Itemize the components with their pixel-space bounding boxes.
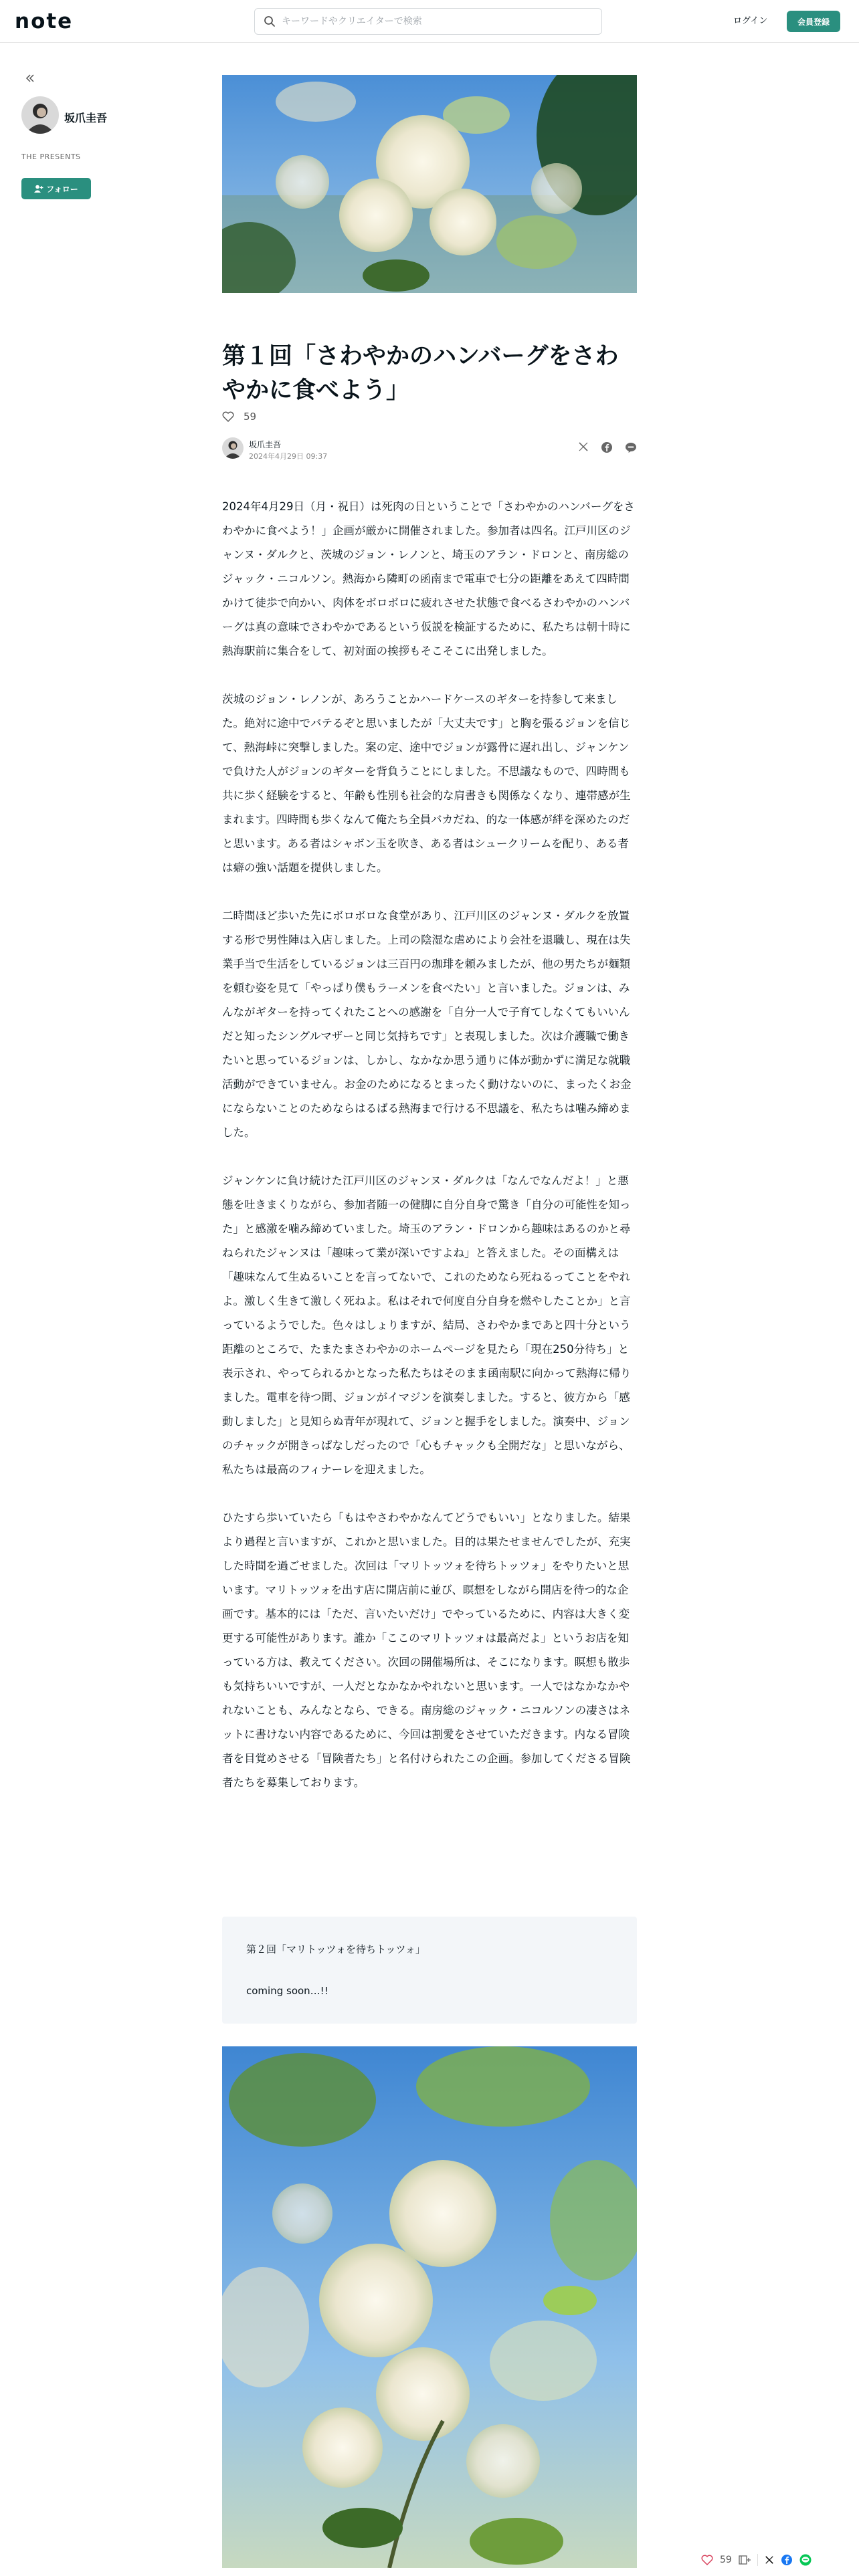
double-chevron-left-icon[interactable]	[24, 72, 36, 84]
article-photo	[222, 2046, 637, 2568]
login-link[interactable]: ログイン	[733, 16, 768, 26]
paragraph-2: 茨城のジョン・レノンが、あろうことかハードケースのギターを持参して来ました。絶対に途中でバテるぞと思いましたが「大丈夫です」と胸を張るジョンを信じて、熱海峠に突撃しました。案の定、途中でジョンが露骨に遅れ出し、ジャンケンで負けた人がジョンのギターを背負うことにしました。不思議なもので、四時間も共に歩く経験をすると、年齢も性別も社会的な肩書きも関係なくなり、連帯感が生まれます。四時間も歩くなんて俺たち全員バカだね、的な一体感が絆を深めたのだと思います。ある者はシャボン玉を吹き、ある者はシュークリームを配り、ある者は癖の強い話題を提供しました。	[222, 693, 631, 874]
article-title: 第１回「さわやかのハンバーグをさわやかに食べよう」	[222, 343, 619, 404]
hero-image	[222, 75, 637, 293]
paragraph-4: ジャンケンに負け続けた江戸川区のジャンヌ・ダルクは「なんでなんだよ！」と悪態を吐きまくりながら、参加者随一の健脚に自分自身で驚き「自分の可能性を知った」と感激を噛み締めていました。埼玉のアラン・ドロンから趣味はあるのかと尋ねられたジャンヌは「趣味って業が深いですよね」と答えました。その面構えは「趣味なんて生ぬるいことを言ってないで、これのためなら死ねるってことをやれよ。激しく生きて激しく死ねよ。私はそれで何度自分自身を燃やしたことか」と言っているようでした。色々はしょりますが、結局、さわやかまであと四十分という距離のところで、たまたまさわやかのホームページを見たら「現在250分待ち」と表示され、やってられるかとなった私たちはそのまま函南駅に向かって熱海に帰りました。電車を待つ間、ジョンがイマジンを演奏しました。すると、彼方から「感動しました」と見知らぬ青年が現れて、ジョンと握手をしました。演奏中、ジョンのチャックが開きっぱなしだったので「心もチャックも全開だな」と思いながら、私たちは最高のフィナーレを迎えました。	[222, 1174, 632, 1476]
quote-box	[222, 1917, 637, 2024]
like-count[interactable]: 59	[244, 411, 257, 423]
quote-line-2: coming soon…!!	[246, 1985, 328, 1997]
author-avatar[interactable]	[21, 96, 59, 134]
follow-button[interactable]	[21, 178, 91, 199]
search-icon	[263, 15, 276, 28]
note-logo[interactable]: note	[15, 9, 74, 33]
divider	[757, 2554, 758, 2566]
x-logo-icon[interactable]	[578, 441, 589, 452]
magazine-add-icon[interactable]	[739, 2555, 751, 2565]
article-body	[222, 495, 637, 1819]
author-name-small[interactable]: 坂爪圭吾	[249, 440, 282, 449]
facebook-icon[interactable]	[601, 441, 613, 453]
author-row	[222, 437, 637, 464]
follow-label: フォロー	[46, 184, 78, 194]
line-icon[interactable]	[625, 441, 637, 453]
like-area[interactable]	[222, 411, 256, 423]
author-name[interactable]: 坂爪圭吾	[64, 112, 108, 124]
bottom-like-count[interactable]: 59	[720, 2555, 732, 2565]
facebook-icon[interactable]	[781, 2554, 793, 2566]
heart-icon[interactable]	[701, 2555, 713, 2565]
search-box[interactable]	[254, 8, 602, 35]
quote-line-1: 第２回「マリトッツォを待ちトッツォ」	[246, 1943, 425, 1955]
signup-button[interactable]: 会員登録	[787, 11, 840, 32]
author-avatar-small[interactable]	[222, 437, 244, 459]
global-header	[0, 0, 859, 43]
line-icon[interactable]	[799, 2554, 812, 2566]
paragraph-1: 2024年4月29日（月・祝日）は死肉の日ということで「さわやかのハンバーグをさわやかに食べよう！」企画が厳かに開催されました。参加者は四名。江戸川区のジャンヌ・ダルクと、茨城のジョン・レノンと、埼玉のアラン・ドロンと、南房総のジャック・ニコルソン。熱海から隣町の函南まで電車で七分の距離をあえて四時間かけて徒歩で向かい、肉体をボロボロに疲れさせた状態で食べるさわやかのハンバーグは真の意味でさわやかであるという仮説を検証するために、私たちは朝十時に熱海駅前に集合をして、初対面の挨拶もそこそこに出発しました。	[222, 500, 635, 657]
magazine-name[interactable]: THE PRESENTS	[21, 152, 81, 161]
paragraph-5: ひたすら歩いていたら「もはやさわやかなんてどうでもいい」となりました。結果より過程と言いますが、これかと思いました。目的は果たせませんでしたが、充実した時間を過ごせました。次回は「マリトッツォを待ちトッツォ」をやりたいと思います。マリトッツォを出す店に開店前に並び、瞑想をしながら開店を待つ的な企画です。基本的には「ただ、言いたいだけ」でやっているために、内容は大きく変更する可能性があります。誰か「ここのマリトッツォは最高だよ」というお店を知っている方は、教えてください。次回の開催場所は、そこになります。瞑想も散歩も気持ちいいですが、一人だとなかなかやれないと思います。一人ではなかなかやれないことも、みんなとなら、できる。南房総のジャック・ニコルソンの凄さはネットに書けない内容であるために、今回は割愛をさせていただきます。内なる冒険者を目覚めさせる「冒険者たち」と名付けられたこの企画。参加してくださる冒険者たちを募集しております。	[222, 1511, 631, 1789]
x-logo-icon[interactable]	[765, 2555, 774, 2565]
paragraph-3: 二時間ほど歩いた先にボロボロな食堂があり、江戸川区のジャンヌ・ダルクを放置する形で男性陣は入店しました。上司の陰湿な虐めにより会社を退職し、現在は失業手当で生活をしているジョンは三百円の珈琲を頼みましたが、他の男たちが麺類を頼む姿を見て「やっぱり僕もラーメンを食べたい」と言いました。ジョンは、みんながギターを持ってくれたことへの感謝を「自分一人で子育てしなくてもいいんだと知ったシングルマザーと同じ気持ちです」と表現しました。次は介護職で働きたいと思っているジョンは、しかし、なかなか思う通りに体が動かずに満足な就職活動ができていません。お金のためになるとまったく動けないのに、まったくお金にならないことのためならはるばる熱海まで行ける不思議を、私たちは噛み締めました。	[222, 909, 632, 1139]
bottom-action-bar	[701, 2549, 859, 2571]
user-plus-icon	[34, 185, 43, 193]
heart-icon[interactable]	[222, 411, 234, 422]
share-icons	[578, 441, 637, 453]
search-input[interactable]	[282, 14, 589, 29]
publish-date: 2024年4月29日 09:37	[249, 452, 328, 461]
